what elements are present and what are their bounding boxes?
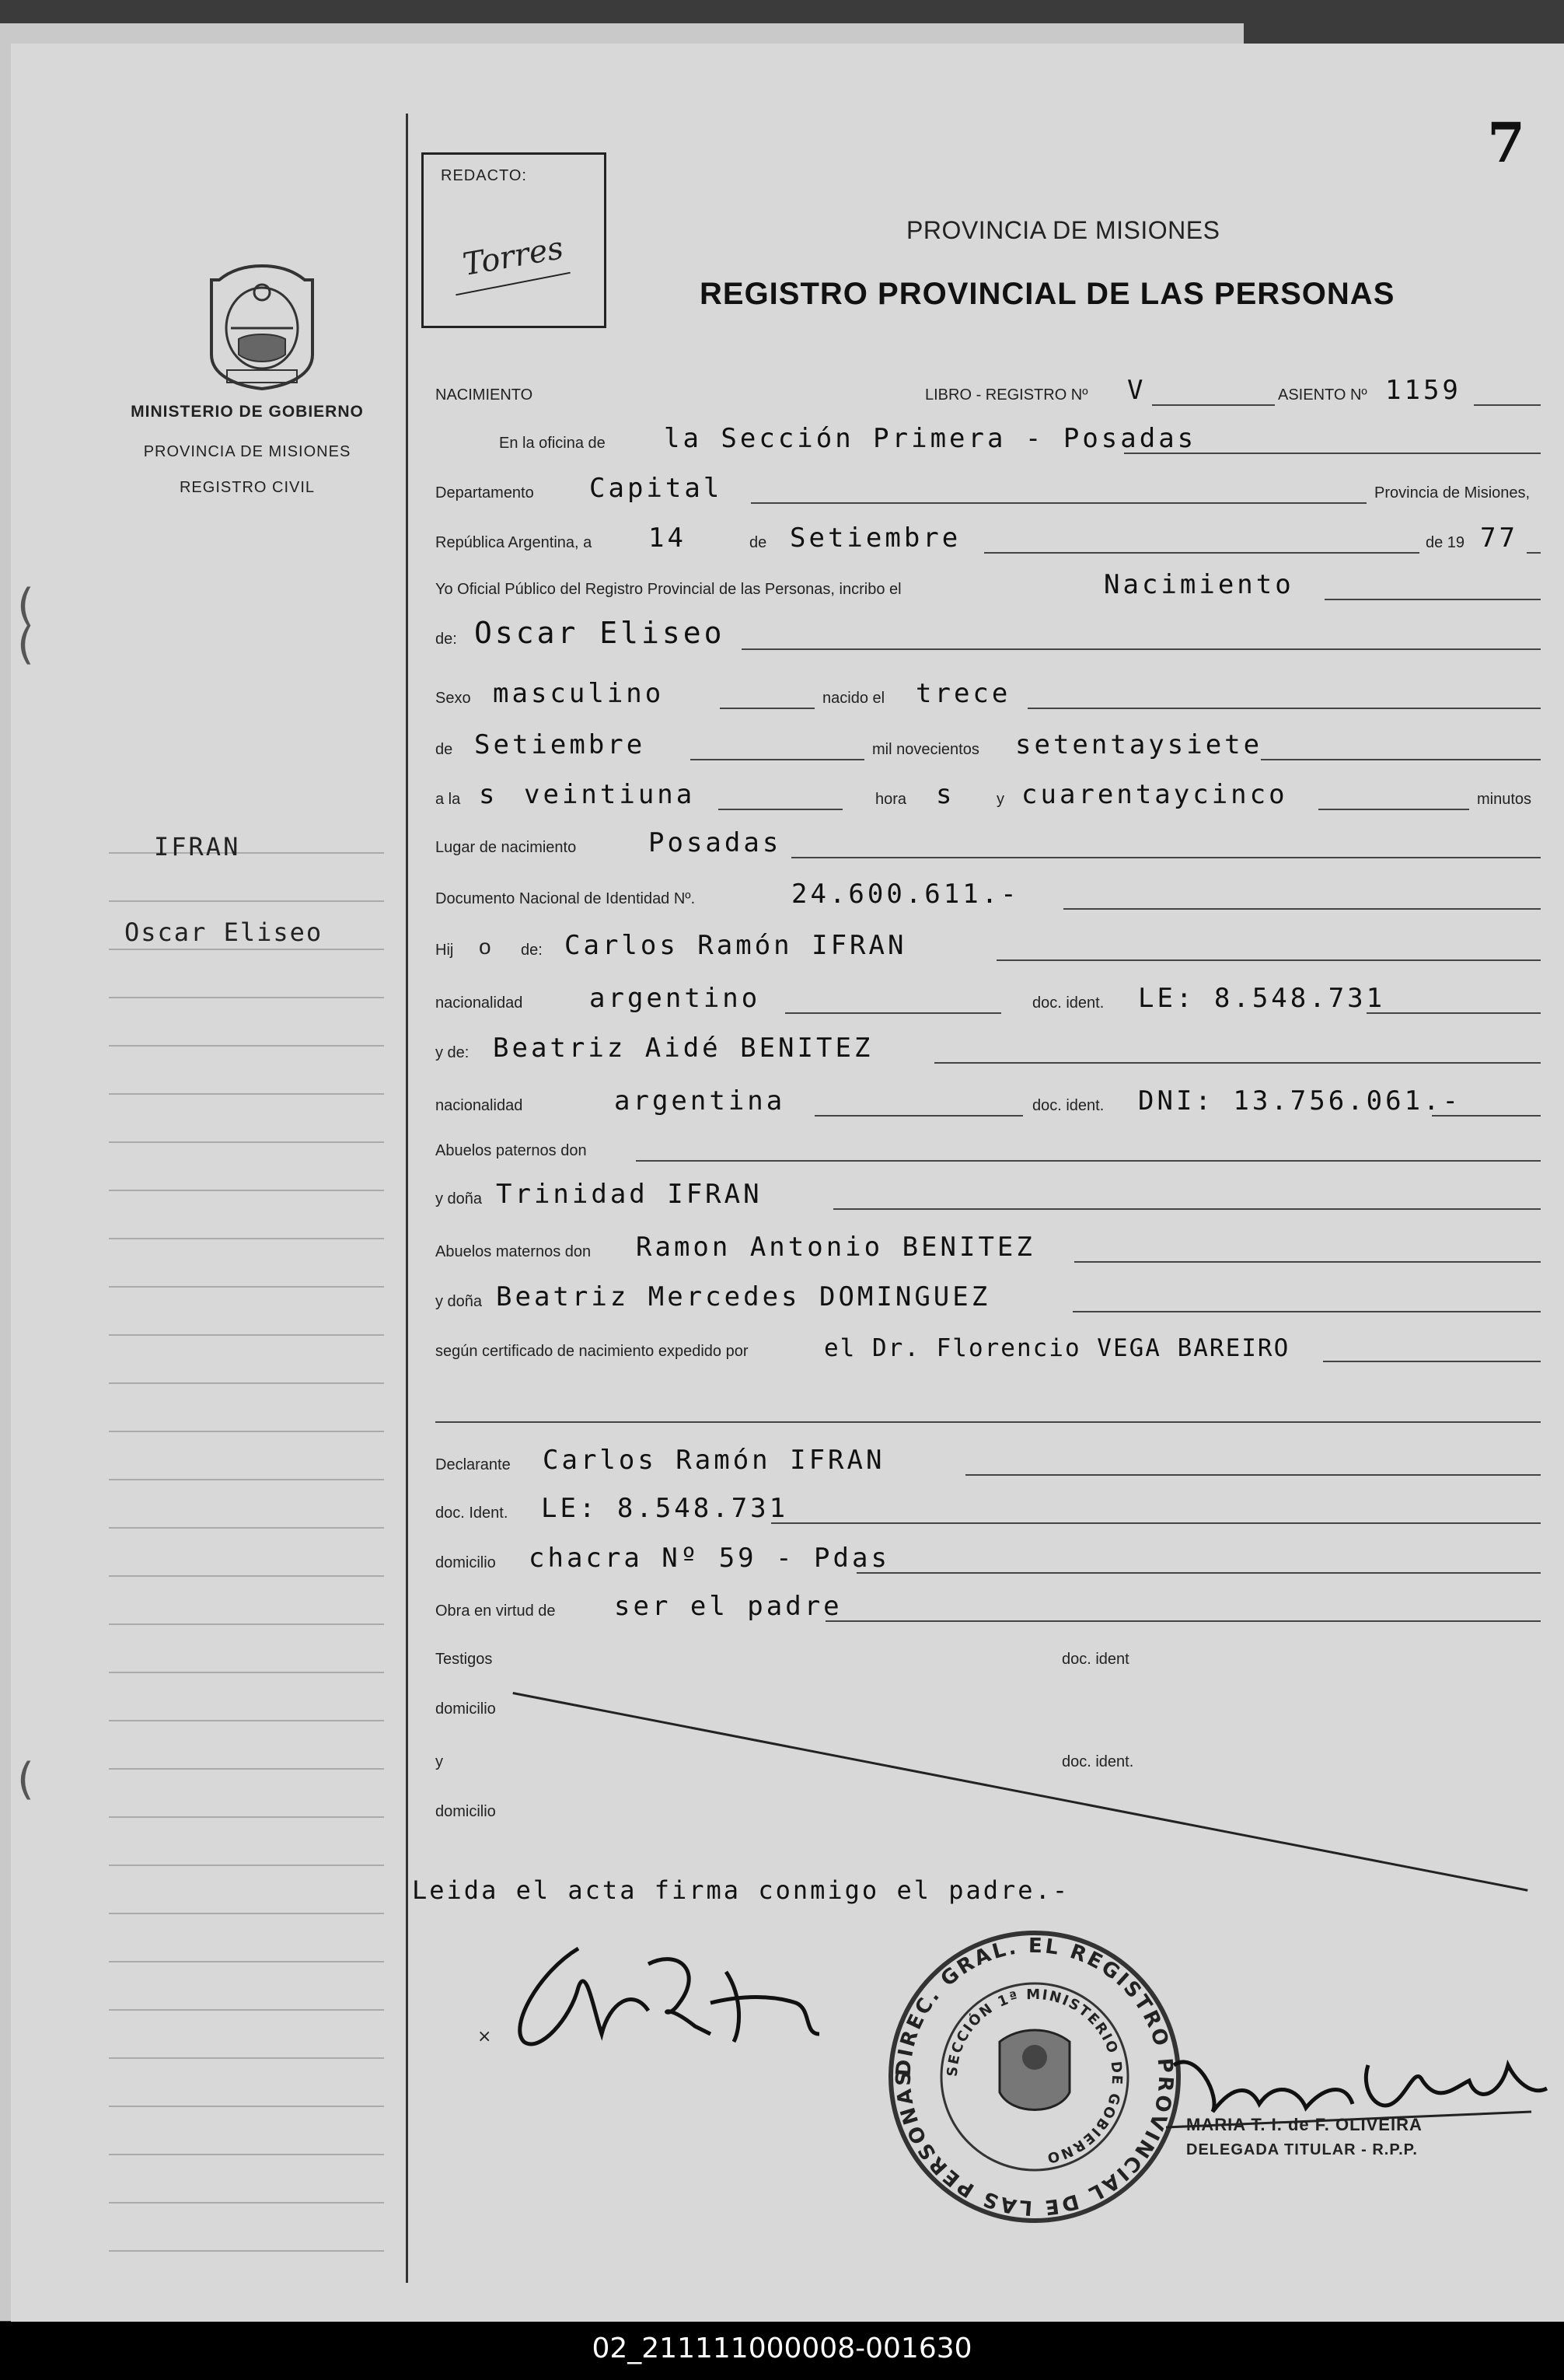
redacto-box	[421, 152, 606, 328]
abuelos-pat-label: Abuelos paternos don	[435, 1142, 587, 1159]
declarante-label: Declarante	[435, 1456, 511, 1473]
ministry-registry: REGISTRO CIVIL	[179, 479, 316, 496]
declarante-doc-value: LE: 8.548.731	[541, 1493, 789, 1524]
row-libro	[421, 373, 1541, 409]
ministry-name: MINISTERIO DE GOBIERNO	[131, 403, 364, 421]
padre-value: Carlos Ramón IFRAN	[564, 930, 907, 961]
row-hijo	[421, 928, 1541, 964]
libro-label: LIBRO - REGISTRO Nº	[925, 386, 1088, 404]
libro-value: V	[1127, 375, 1147, 406]
testigo-domicilio-label: domicilio	[435, 1700, 496, 1718]
dni-value: 24.600.611.-	[791, 879, 1020, 910]
hora-label: hora	[875, 791, 907, 808]
abuela-pat-label: y doña	[435, 1190, 483, 1207]
oficial-label: Yo Oficial Público del Registro Provincial de las Personas, incribo el	[435, 581, 902, 598]
mil-label: mil novecientos	[872, 741, 979, 758]
row-abuelos-paternos	[421, 1129, 1541, 1165]
row-hora	[421, 778, 1541, 813]
oficina-value: la Sección Primera - Posadas	[664, 423, 1197, 454]
declarante-doc-label: doc. Ident.	[435, 1505, 508, 1522]
row-declarante	[421, 1443, 1541, 1479]
dni-label: Documento Nacional de Identidad Nº.	[435, 890, 696, 907]
testigos-label: Testigos	[435, 1651, 493, 1668]
padre-doc-label: doc. ident.	[1032, 994, 1105, 1012]
domicilio-label: domicilio	[435, 1554, 496, 1571]
nacido-label: nacido el	[822, 690, 885, 707]
year-prefix-label: de 19	[1426, 534, 1465, 551]
departamento-label: Departamento	[435, 484, 534, 502]
ministry-province: PROVINCIA DE MISIONES	[143, 443, 351, 460]
row-abuela-materna	[421, 1280, 1541, 1316]
de-label: de	[749, 534, 767, 551]
register-page	[11, 44, 1564, 2322]
madre-doc-value: DNI: 13.756.061.-	[1138, 1085, 1461, 1117]
testigo2-y-label: y	[435, 1753, 443, 1770]
margin-surname: IFRAN	[154, 832, 241, 861]
binding-holes: ( ( (	[17, 580, 34, 1805]
nacimiento-label: NACIMIENTO	[435, 386, 533, 404]
declarant-signature	[477, 1917, 850, 2073]
oficina-label: En la oficina de	[499, 435, 606, 452]
official-name: MARIA T. I. de F. OLIVEIRA	[1186, 2115, 1423, 2134]
abuela-mat-value: Beatriz Mercedes DOMINGUEZ	[496, 1281, 991, 1312]
row-testigos	[421, 1637, 1541, 1673]
madre-doc-label: doc. ident.	[1032, 1097, 1105, 1114]
sexo-value: masculino	[493, 678, 665, 709]
oficial-value: Nacimiento	[1104, 569, 1294, 600]
asiento-label: ASIENTO Nº	[1278, 386, 1367, 404]
margin-given-names: Oscar Eliseo	[124, 917, 323, 947]
row-nombre	[421, 617, 1541, 653]
mil-value: setentaysiete	[1015, 729, 1263, 760]
redacto-value: Torres	[459, 230, 567, 283]
page-number: 7	[1487, 110, 1525, 175]
row-testigo-domicilio	[421, 1687, 1541, 1723]
hijo-label: Hij	[435, 942, 454, 959]
provincia-label: Provincia de Misiones,	[1374, 484, 1531, 502]
closing-statement: Leida el acta firma conmigo el padre.-	[412, 1875, 1070, 1905]
madre-label: y de:	[435, 1044, 470, 1061]
alas-label: a la	[435, 791, 461, 808]
madre-value: Beatriz Aidé BENITEZ	[493, 1033, 874, 1064]
mes2-value: Setiembre	[474, 729, 646, 760]
margin-divider	[406, 114, 408, 2283]
obra-label: Obra en virtud de	[435, 1602, 556, 1620]
mes-value: Setiembre	[790, 522, 962, 554]
testigo2-doc-label: doc. ident.	[1062, 1753, 1134, 1770]
row-abuelos-maternos	[421, 1230, 1541, 1266]
svg-text:×: ×	[477, 2027, 492, 2046]
abuela-pat-value: Trinidad IFRAN	[496, 1179, 763, 1210]
certificado-value: el Dr. Florencio VEGA BAREIRO	[824, 1334, 1290, 1362]
nacido-value: trece	[916, 678, 1011, 709]
row-republica	[421, 521, 1541, 557]
declarante-value: Carlos Ramón IFRAN	[543, 1445, 885, 1476]
dia-value: 14	[648, 522, 686, 554]
row-testigo2-domicilio	[421, 1790, 1541, 1826]
abuelo-mat-value: Ramon Antonio BENITEZ	[636, 1232, 1035, 1263]
row-madre	[421, 1031, 1541, 1067]
padre-nac-label: nacionalidad	[435, 994, 523, 1012]
lugar-label: Lugar de nacimiento	[435, 839, 577, 856]
padre-doc-value: LE: 8.548.731	[1138, 983, 1386, 1014]
minutos-value: cuarentaycinco	[1021, 779, 1288, 810]
de-mes-label: de	[435, 741, 453, 758]
registry-stamp	[883, 1925, 1186, 2228]
svg-text:DIREC. GRAL. EL REGISTRO PROVI: DIREC. GRAL. EL REGISTRO PROVINCIAL DE LAS PERSONAS	[892, 1934, 1178, 2220]
document-id: 02_211111000008-001630	[592, 2333, 972, 2364]
row-lugar	[421, 826, 1541, 861]
de-name-label: de:	[435, 631, 457, 648]
row-oficina	[421, 421, 1541, 457]
row-obra	[421, 1589, 1541, 1625]
row-certificado	[421, 1330, 1541, 1365]
minutos-label: minutos	[1477, 791, 1532, 808]
departamento-value: Capital	[589, 473, 723, 504]
obra-value: ser el padre	[614, 1591, 843, 1622]
row-mes-anio	[421, 728, 1541, 764]
official-title: DELEGADA TITULAR - R.P.P.	[1186, 2141, 1418, 2158]
province-title: PROVINCIA DE MISIONES	[906, 216, 1220, 244]
row-abuela-paterna	[421, 1177, 1541, 1213]
row-declarante-doc	[421, 1491, 1541, 1527]
hijo-de-label: de:	[521, 942, 543, 959]
hora-value: veintiuna	[524, 779, 696, 810]
madre-nac-value: argentina	[614, 1085, 786, 1117]
sexo-label: Sexo	[435, 690, 471, 707]
asiento-value: 1159	[1385, 375, 1461, 406]
madre-nac-label: nacionalidad	[435, 1097, 523, 1114]
nombre-value: Oscar Eliseo	[474, 616, 725, 650]
coat-of-arms-icon	[196, 261, 328, 392]
hijo-suffix: o	[479, 935, 491, 959]
row-departamento	[421, 471, 1541, 507]
row-madre-nacionalidad	[421, 1084, 1541, 1120]
padre-nac-value: argentino	[589, 983, 761, 1014]
redacto-label: REDACTO:	[441, 167, 527, 184]
alas-suffix: s	[479, 779, 498, 810]
row-dni	[421, 877, 1541, 913]
hora-y-label: y	[997, 791, 1004, 808]
testigos-doc-label: doc. ident	[1062, 1651, 1129, 1668]
footer-bar	[0, 2322, 1564, 2380]
domicilio-value: chacra Nº 59 - Pdas	[529, 1543, 890, 1574]
testigo2-domicilio-label: domicilio	[435, 1803, 496, 1820]
abuela-mat-label: y doña	[435, 1293, 483, 1310]
registry-title: REGISTRO PROVINCIAL DE LAS PERSONAS	[700, 277, 1395, 311]
republica-label: República Argentina, a	[435, 534, 592, 551]
row-testigo-2	[421, 1740, 1541, 1776]
row-padre-nacionalidad	[421, 981, 1541, 1017]
row-oficial	[421, 568, 1541, 603]
hora-suffix: s	[936, 779, 955, 810]
certificado-label: según certificado de nacimiento expedido por	[435, 1343, 749, 1360]
row-domicilio	[421, 1541, 1541, 1577]
row-sexo	[421, 676, 1541, 712]
abuelos-mat-label: Abuelos maternos don	[435, 1243, 592, 1260]
year-value: 77	[1480, 522, 1518, 554]
lugar-value: Posadas	[648, 827, 782, 858]
svg-text:SECCIÓN 1ª MINISTERIO DE GOBIE: SECCIÓN 1ª MINISTERIO DE GOBIERNO	[944, 1986, 1126, 2167]
